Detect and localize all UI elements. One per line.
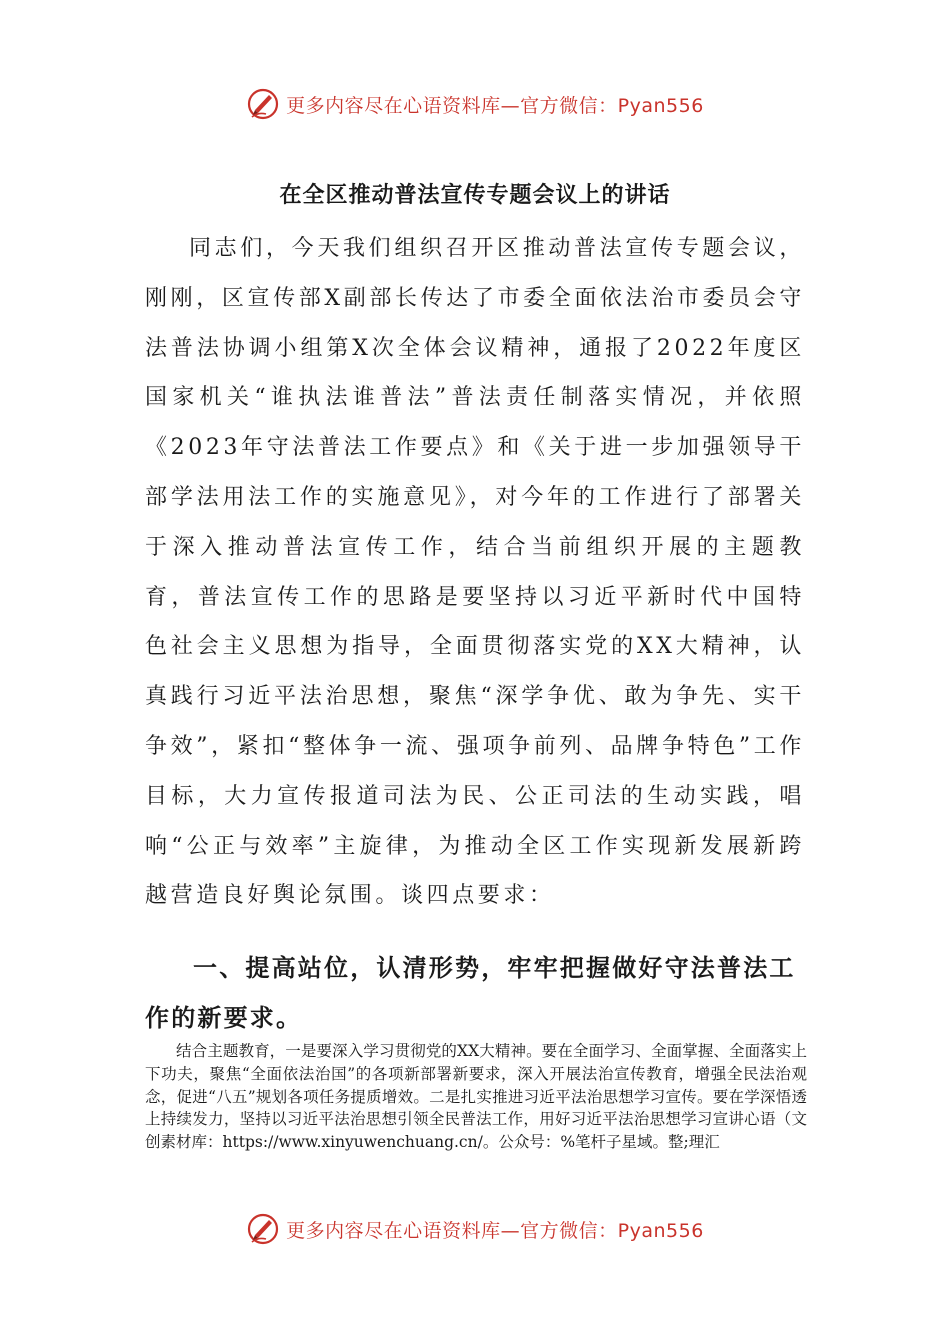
- pen-logo-icon: [246, 87, 280, 121]
- intro-paragraph: 同志们，今天我们组织召开区推动普法宣传专题会议，刚刚，区宣传部X副部长传达了市委全面依法治市委员会守法普法协调小组第X次全体会议精神，通报了2022年度区国家机关“谁执法谁普法”普法责任制落实情况，并依照《2023年守法普法工作要点》和《关于进一步加强领导干部学法用法工作的实施意见》，对今年的工作进行了部署关于深入推动普法宣传工作，结合当前组织开展的主题教育，普法宣传工作的思路是要坚持以习近平新时代中国特色社会主义思想为指导，全面贯彻落实党的XX大精神，认真践行习近平法治思想，聚焦“深学争优、敢为争先、实干争效”，紧扣“整体争一流、强项争前列、品牌争特色”工作目标，大力宣传报道司法为民、公正司法的生动实践，唱响“公正与效率”主旋律，为推动全区工作实现新发展新跨越营造良好舆论氛围。谈四点要求：: [145, 236, 805, 909]
- watermark-text: 更多内容尽在心语资料库—官方微信：Pyan556: [286, 1219, 704, 1242]
- section-1-body: 结合主题教育，一是要深入学习贯彻党的XX大精神。要在全面学习、全面掌握、全面落实上下功夫，聚焦“全面依法治国”的各项新部署新要求，深入开展法治宣传教育，增强全民法治观念，促进“八五”规划各项任务提质增效。二是扎实推进习近平法治思想学习宣传。要在学深悟透上持续发力，坚持以习近平法治思想引领全民普法工作，用好习近平法治思想学习宣讲心语（文创素材库：https://www.xinyuwenchuang.cn/。公众号：%笔杆子星域。整;理汇: [145, 1042, 807, 1152]
- watermark-footer: [0, 1209, 950, 1249]
- document-title: 在全区推动普法宣传专题会议上的讲话: [279, 183, 671, 208]
- section-1-heading: 一、提高站位，认清形势，牢牢把握做好守法普法工作的新要求。: [145, 954, 796, 1032]
- watermark-text: 更多内容尽在心语资料库—官方微信：Pyan556: [286, 94, 704, 117]
- pen-logo-icon: [246, 1212, 280, 1246]
- watermark-header: [0, 84, 950, 124]
